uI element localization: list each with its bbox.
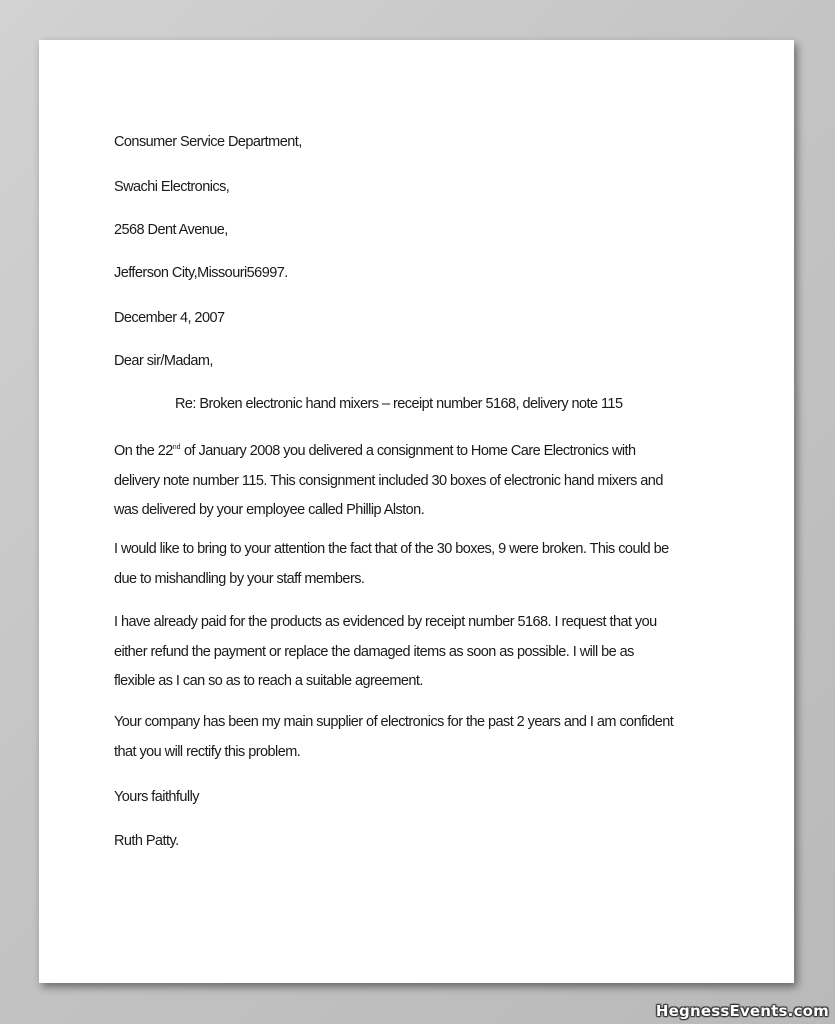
recipient-city: Jefferson City,Missouri56997. [114, 265, 288, 281]
subject-line: Re: Broken electronic hand mixers – receipt number 5168, delivery note 115 [175, 396, 623, 412]
paragraph-2-line-2: due to mishandling by your staff members. [114, 570, 365, 587]
closing: Yours faithfully [114, 789, 199, 805]
paragraph-1-text-b: of January 2008 you delivered a consignment to Home Care Electronics with [180, 443, 636, 459]
paragraph-2-line-1: I would like to bring to your attention the fact that of the 30 boxes, 9 were broken. This could be [114, 541, 669, 557]
ordinal-suffix: nd [172, 444, 181, 451]
paragraph-1-line-3: was delivered by your employee called Phillip Alston. [114, 502, 425, 518]
paragraph-1-text-a: On the 22 [114, 443, 173, 459]
paragraph-2 [114, 535, 714, 594]
paragraph-4-line-1: Your company has been my main supplier of electronics for the past 2 years and I am confident [114, 714, 674, 730]
paragraph-1 [114, 433, 714, 526]
letter-page [39, 40, 794, 983]
recipient-company: Swachi Electronics, [114, 179, 230, 195]
salutation: Dear sir/Madam, [114, 353, 213, 369]
watermark: HegnessEvents.com [655, 1002, 829, 1020]
letter-date: December 4, 2007 [114, 310, 225, 326]
paragraph-3-line-2: either refund the payment or replace the damaged items as soon as possible. I will be as [114, 643, 634, 660]
paragraph-3 [114, 608, 714, 697]
paragraph-4 [114, 708, 714, 767]
paragraph-3-line-1: I have already paid for the products as evidenced by receipt number 5168. I request that you [114, 614, 657, 630]
recipient-department: Consumer Service Department, [114, 134, 302, 150]
paragraph-1-line-1 [114, 433, 714, 467]
paragraph-3-line-3: flexible as I can so as to reach a suitable agreement. [114, 673, 423, 689]
signature-name: Ruth Patty. [114, 833, 179, 849]
recipient-street: 2568 Dent Avenue, [114, 222, 228, 238]
paragraph-1-line-2: delivery note number 115. This consignment included 30 boxes of electronic hand mixers and [114, 472, 663, 489]
paragraph-4-line-2: that you will rectify this problem. [114, 743, 301, 760]
